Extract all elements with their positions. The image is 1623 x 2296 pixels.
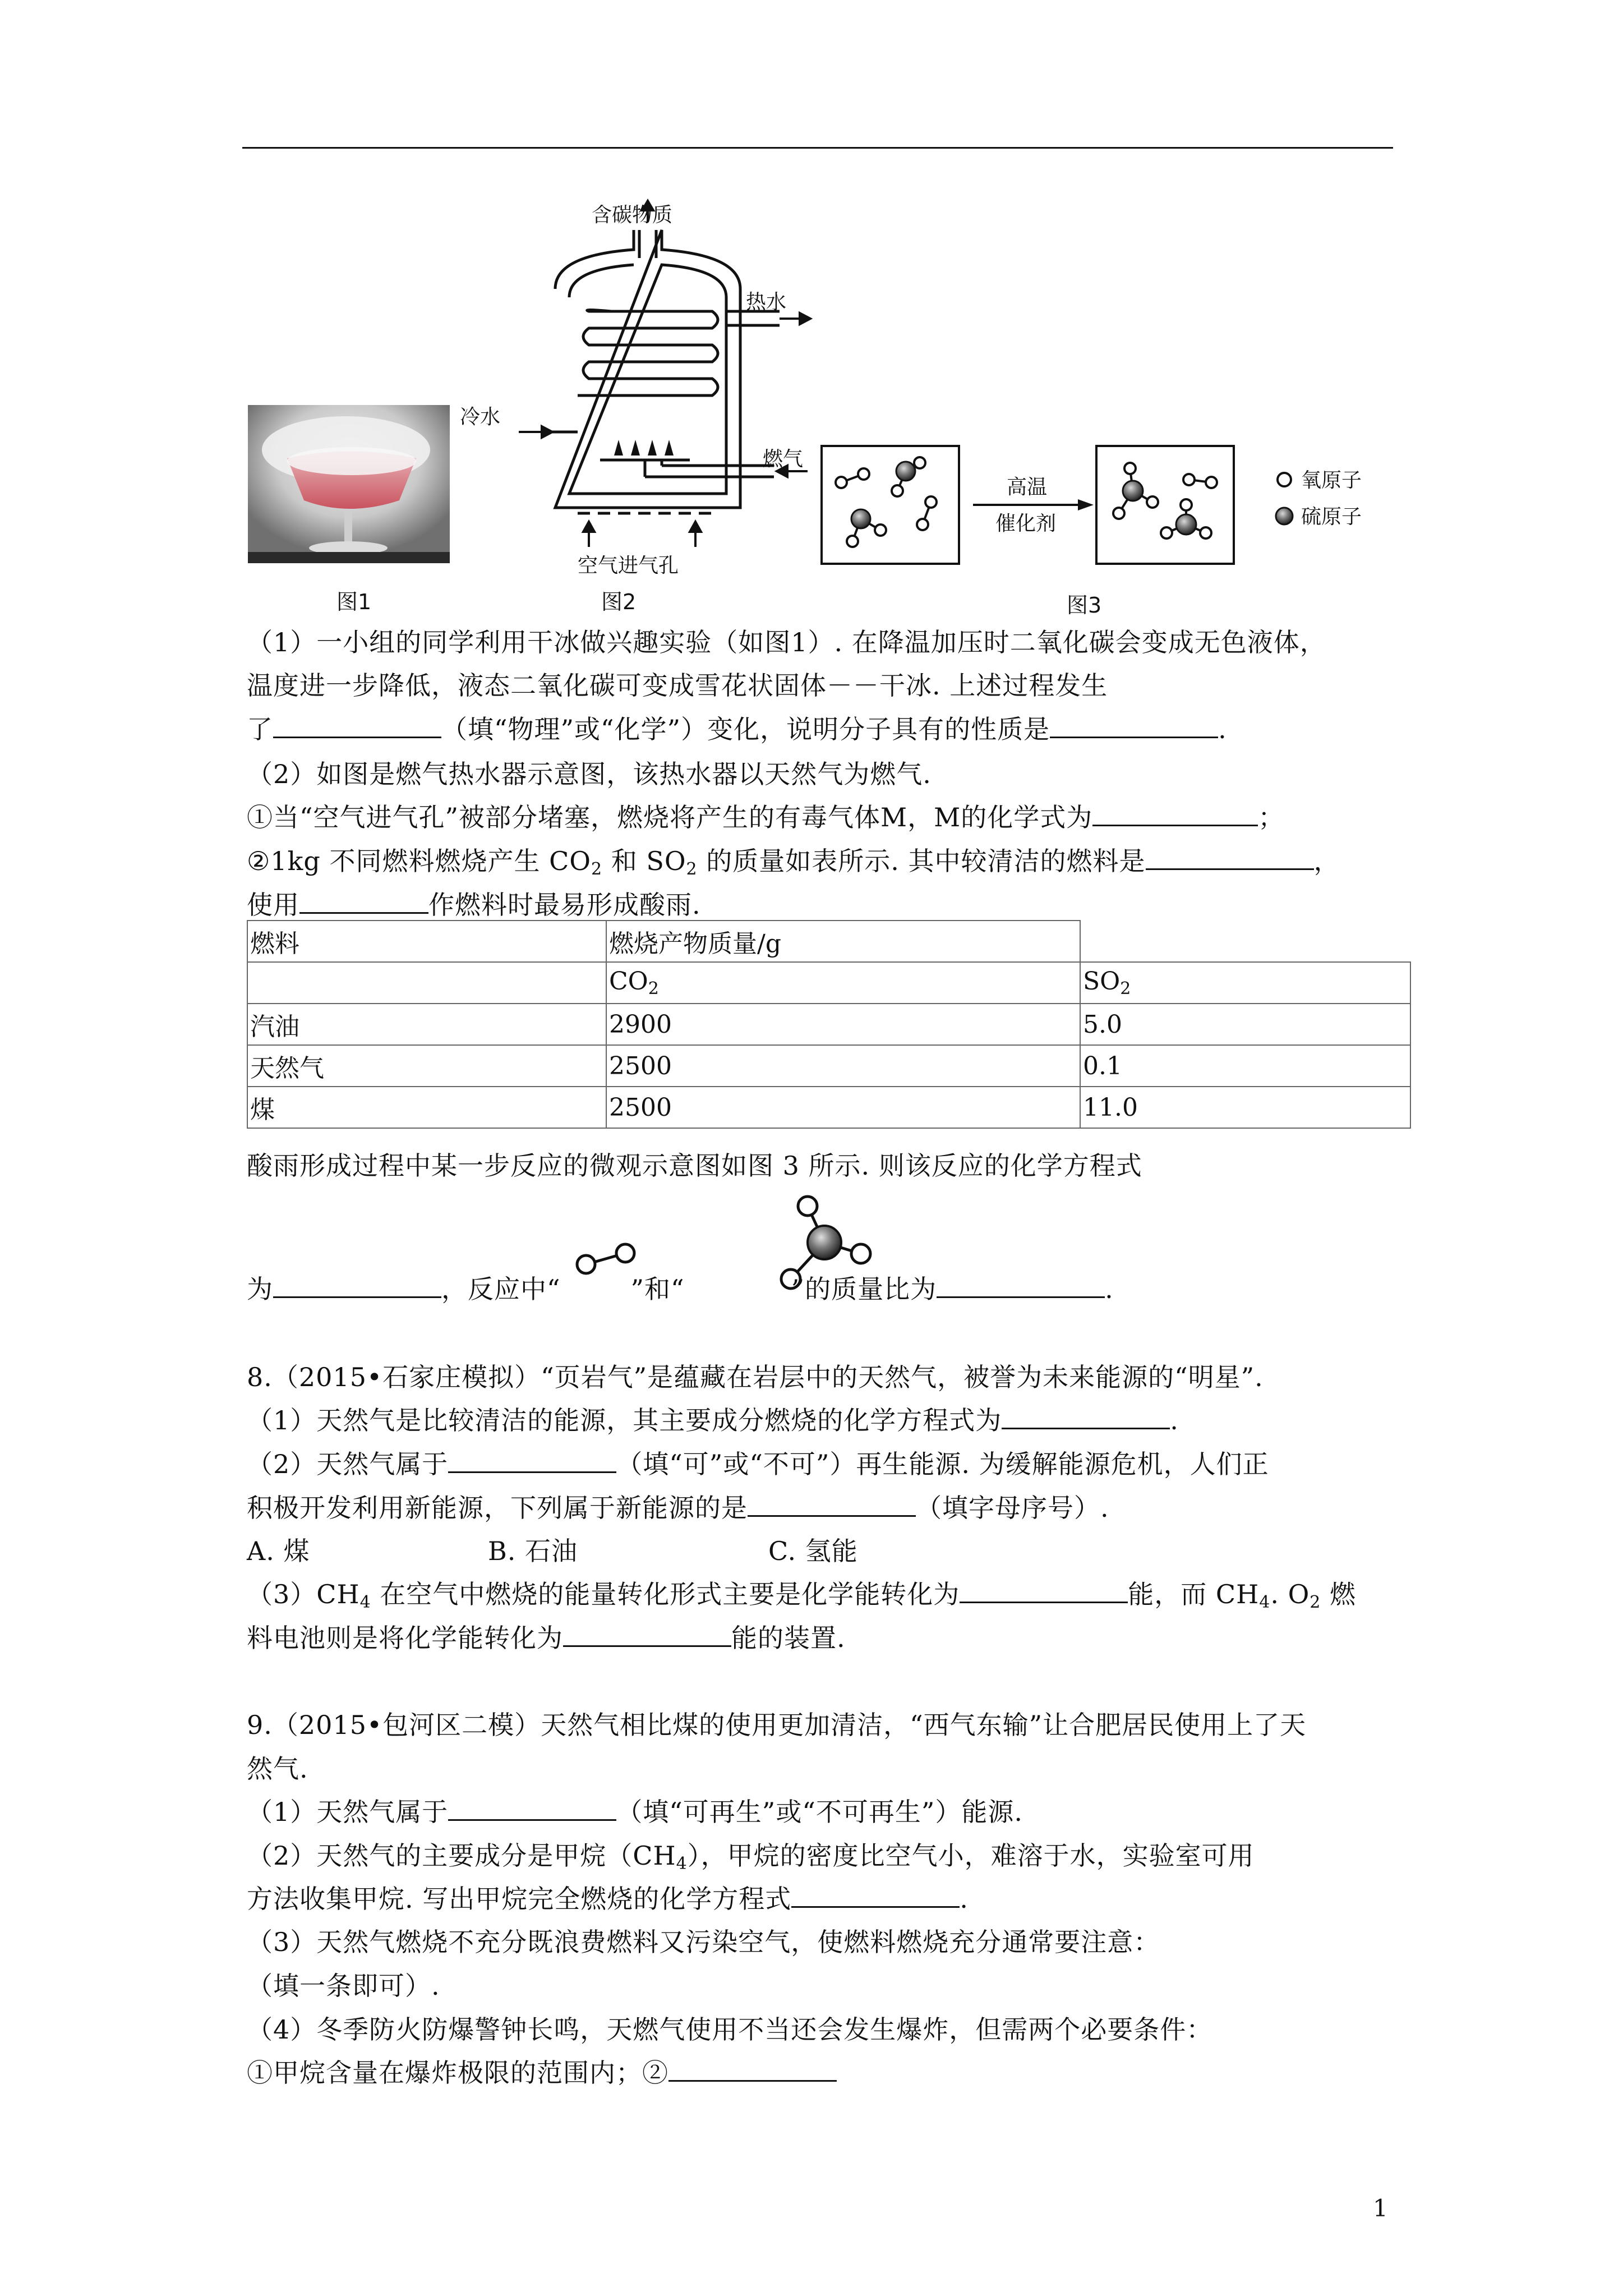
label-cold-water: 冷水	[460, 406, 501, 429]
figure2-water-heater-diagram	[449, 196, 852, 589]
answer-blank[interactable]	[748, 1493, 916, 1517]
figure3-reaction-diagram	[819, 438, 1408, 578]
answer-blank[interactable]	[448, 1449, 616, 1473]
q7-part2-item2: ②1kg 不同燃料燃烧产生 $CO_2$ 和 $SO_2$ 的质量如表所示. 其中较清洁的燃料是 ，	[247, 846, 1340, 879]
q7-part2-intro: （2）如图是燃气热水器示意图，该热水器以天然气为燃气.	[247, 759, 932, 789]
label-gas: 燃气	[763, 448, 804, 471]
q9-part2-line2: 方法收集甲烷. 写出甲烷完全燃烧的化学方程式 .	[247, 1884, 969, 1914]
table-header-fuel: 燃料	[247, 921, 606, 962]
table-header-mass: 燃烧产物质量/g	[606, 921, 1080, 962]
q7-part3-line2: 为 ，反应中“ ”和“ ”的质量比为 .	[247, 1274, 1114, 1304]
q9-part3-line2: （填一条即可）.	[247, 1971, 440, 2001]
figure1-dry-ice-photo	[248, 405, 450, 563]
q8-part3-line1: $(3)CH_4$ 在空气中燃烧的能量转化形式主要是化学能转化为 能，而 $CH_4$. $O_2$ 燃	[247, 1579, 1357, 1612]
q7-part2-item2-cont: 使用 作燃料时最易形成酸雨.	[247, 890, 701, 920]
q7-part1-line2: 温度进一步降低，液态二氧化碳可变成雪花状固体－－干冰. 上述过程发生	[247, 670, 1108, 701]
figure1-label: 图1	[336, 590, 372, 614]
answer-blank[interactable]	[299, 890, 428, 914]
table-subheader-row	[247, 962, 1410, 1004]
answer-blank[interactable]	[563, 1623, 731, 1647]
option-b[interactable]: B. 石油	[488, 1536, 578, 1566]
q8-part1: （1）天然气是比较清洁的能源，其主要成分燃烧的化学方程式为 .	[247, 1405, 1179, 1435]
label-high-temp: 高温	[1007, 476, 1048, 499]
q9-stem-line2: 然气.	[247, 1754, 308, 1784]
q9-part1: （1）天然气属于 （填“可再生”或“不可再生”）能源.	[247, 1797, 1023, 1827]
q9-part4-line2: ①甲烷含量在爆炸极限的范围内；②	[247, 2056, 837, 2090]
label-catalyst: 催化剂	[995, 512, 1057, 535]
table-row: 天然气 2500 0.1	[247, 1045, 1410, 1087]
q9-part3-line1: （3）天然气燃烧不充分既浪费燃料又污染空气，使燃料燃烧充分通常要注意：	[247, 1927, 1160, 1957]
q8-part3-line2: 料电池则是将化学能转化为 能的装置.	[247, 1623, 846, 1653]
header-rule	[242, 147, 1393, 149]
table-header-co2: $CO_2$	[606, 962, 1080, 1004]
q9-part2-line1: （2）天然气的主要成分是甲烷$(CH_4)$，甲烷的密度比空气小，难溶于水，实验室可用	[247, 1841, 1255, 1874]
option-c[interactable]: C. 氢能	[768, 1536, 858, 1566]
answer-blank[interactable]	[448, 1797, 616, 1821]
answer-blank[interactable]	[1050, 714, 1218, 738]
q8-stem: 8.（2015•石家庄模拟）“页岩气”是蕴藏在岩层中的天然气，被誉为未来能源的“明星”.	[247, 1362, 1264, 1392]
answer-blank[interactable]	[273, 714, 441, 738]
table-header-row	[247, 921, 1410, 962]
q8-options	[247, 1534, 858, 1568]
table-row: 汽油 2900 5.0	[247, 1004, 1410, 1045]
figure2-label: 图2	[601, 590, 637, 614]
figure3-label: 图3	[1067, 593, 1102, 618]
answer-blank[interactable]	[668, 2058, 837, 2082]
answer-blank[interactable]	[791, 1884, 960, 1908]
q7-part1-line3: 了 （填“物理”或“化学”）变化，说明分子具有的性质是 .	[247, 714, 1227, 744]
q8-part2-line2: 积极开发利用新能源，下列属于新能源的是 （填字母序号）.	[247, 1493, 1109, 1523]
answer-blank[interactable]	[273, 1274, 441, 1298]
q7-part2-item1: ①当“空气进气孔”被部分堵塞，燃烧将产生的有毒气体M，M的化学式为 ；	[247, 802, 1285, 832]
q9-stem-line1: 9.（2015•包河区二模）天然气相比煤的使用更加清洁，“西气东输”让合肥居民使用上了天	[247, 1710, 1307, 1740]
page-number: 1	[1373, 2194, 1388, 2222]
answer-blank[interactable]	[960, 1579, 1128, 1603]
answer-blank[interactable]	[1002, 1405, 1170, 1429]
legend-oxygen-atom: 氧原子	[1301, 469, 1362, 492]
fuel-emissions-table	[247, 920, 1411, 1129]
table-header-so2: $SO_2$	[1080, 962, 1410, 1004]
q8-part2-line1: （2）天然气属于 （填“可”或“不可”）再生能源. 为缓解能源危机，人们正	[247, 1449, 1269, 1479]
label-hot-water: 热水	[746, 291, 787, 314]
label-carbon-substance: 含碳物质	[592, 204, 673, 227]
legend-sulfur-atom: 硫原子	[1301, 505, 1362, 528]
table-row: 煤 2500 11.0	[247, 1087, 1410, 1128]
option-a[interactable]: A. 煤	[247, 1536, 310, 1566]
label-air-inlet: 空气进气孔	[578, 554, 679, 577]
q7-part1-line1: （1）一小组的同学利用干冰做兴趣实验（如图1）. 在降温加压时二氧化碳会变成无色液体，	[247, 627, 1326, 657]
q7-part3-line1: 酸雨形成过程中某一步反应的微观示意图如图 3 所示. 则该反应的化学方程式	[247, 1151, 1142, 1181]
answer-blank[interactable]	[1092, 802, 1258, 826]
q9-part4-line1: （4）冬季防火防爆警钟长鸣，天燃气使用不当还会发生爆炸，但需两个必要条件：	[247, 2014, 1213, 2045]
answer-blank[interactable]	[937, 1274, 1105, 1298]
answer-blank[interactable]	[1146, 846, 1314, 870]
